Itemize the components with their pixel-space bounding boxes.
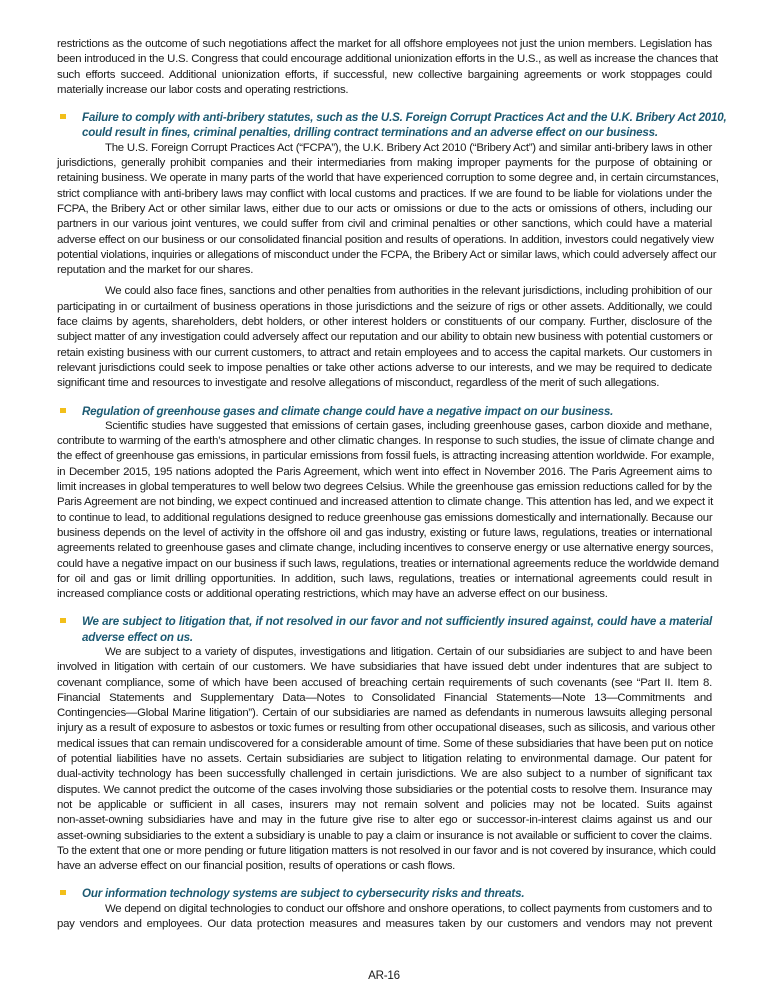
text-line: We could also face fines, sanctions and other penalties from authorities in the relevant jurisdictions, including prohibition of our: [105, 285, 712, 298]
text-line: to continue to lead, to additional regulations designed to reduce greenhouse gas emissions domestically and internationally. Because our: [57, 511, 713, 524]
text-line: increased compliance costs or additional operating restrictions, which may have an adverse effect on our business.: [57, 588, 608, 601]
text-line: in December 2015, 195 nations adopted the Paris Agreement, which went into effect in November 2016. The Paris Agreement aims to: [57, 465, 712, 478]
text-line: limit increases in global temperatures to well below two degrees Celsius. While the greenhouse gas emission reductions called for by the: [57, 481, 712, 494]
text-line: disputes. We cannot predict the outcome of the cases involving those subsidiaries or the potential costs to resolve them. Insurance may: [57, 783, 712, 796]
text-line: Contingencies—Global Marine litigation”). Certain of our subsidiaries are named as defendants in numerous lawsuits alleging personal: [57, 707, 712, 720]
text-line: such efforts succeed. Additional unionization efforts, if successful, new collective bargaining agreements or work stoppages could: [57, 68, 712, 81]
text-line: not be applicable or sufficient in all cases, insurers may not remain solvent and policies may not be located. Suits against: [57, 798, 712, 811]
body-paragraph: [57, 902, 712, 933]
text-line: materially increase our labor costs and operating restrictions.: [57, 83, 349, 96]
text-line: We are subject to litigation that, if not resolved in our favor and not sufficiently insured against, could have a material: [82, 615, 712, 629]
text-line: involved in litigation with certain of our customers. We have subsidiaries that have issued debt under indentures that are subject to: [57, 661, 712, 674]
text-line: We are subject to a variety of disputes, investigations and litigation. Certain of our subsidiaries are subject to and have been: [105, 645, 712, 658]
text-line: Failure to comply with anti-bribery statutes, such as the U.S. Foreign Corrupt Practices Act and the U.K. Bribery Act 2010,: [82, 111, 727, 125]
text-line: partners in our various joint ventures, we could suffer from civil and criminal penalties or other sanctions, which could have a material: [57, 218, 712, 231]
text-line: medical issues that can remain undiscovered for a considerable amount of time. Some of these subsidiaries that have been put on notice: [57, 737, 714, 750]
section-heading: [57, 614, 712, 645]
text-line: Financial Statements and Supplementary Data—Notes to Consolidated Financial Statements—Note 13—Commitments and: [57, 691, 712, 704]
square-bullet-icon: [60, 618, 66, 623]
text-line: the effect of greenhouse gas emissions, in particular emissions from fossil fuels, is attracting increasing attention worldwide. For example,: [57, 450, 715, 463]
body-paragraph: [57, 645, 716, 874]
text-line: significant time and resources to investigate and resolve allegations of misconduct, regardless of the merit of such allegations.: [57, 377, 660, 390]
text-line: The U.S. Foreign Corrupt Practices Act (“FCPA”), the U.K. Bribery Act 2010 (“Bribery Act”) and similar anti-bribery laws in other: [105, 141, 712, 154]
text-line: injury as a result of exposure to asbestos or toxic fumes or resulting from other occupational diseases, such as silicosis, and various other: [57, 722, 716, 735]
text-line: Regulation of greenhouse gases and climate change could have a negative impact on our business.: [82, 404, 614, 418]
text-line: been introduced in the U.S. Congress that could encourage additional unionization efforts in the U.S., as well as increase the chances that: [57, 53, 718, 66]
text-line: participating in or curtailment of business operations in those jurisdictions and the seizure of rigs or other assets. Additionally, we could: [57, 300, 712, 313]
text-line: could result in fines, criminal penalties, drilling contract terminations and an adverse effect on our business.: [82, 126, 658, 140]
text-line: relevant jurisdictions could seek to impose penalties or take other actions adverse to our interests, and we may be required to dedicate: [57, 361, 712, 374]
text-line: retain existing business with our current customers, to attract and retain employees and to access the capital markets. Our customers in: [57, 346, 712, 359]
text-line: contribute to warming of the earth’s atmosphere and other climatic changes. In response to such studies, the issue of climate change and: [57, 435, 715, 448]
text-line: pay vendors and employees. Our data protection measures and measures taken by our customers and vendors may not prevent: [57, 918, 712, 931]
text-line: of potential liabilities have no assets. Certain subsidiaries are subject to litigation relating to environmental damage. Our patent for: [57, 753, 712, 766]
text-line: To the extent that one or more pending or future litigation matters is not resolved in our favor and is not covered by insurance, which could: [57, 844, 716, 857]
square-bullet-icon: [60, 890, 66, 895]
text-line: Paris Agreement are not binding, we expect continued and increased attention to climate change. This attention has led, and we expect it: [57, 496, 713, 509]
square-bullet-icon: [60, 114, 66, 119]
text-line: non-asset-owning subsidiaries have and may in the future give rise to alter ego or successor-in-interest claims against us and our: [57, 814, 712, 827]
body-paragraph: [57, 419, 719, 603]
text-line: restrictions as the outcome of such negotiations affect the market for all offshore employees not just the union members. Legislation has: [57, 38, 712, 50]
section-heading: [57, 404, 712, 419]
text-line: business depends on the level of activity in the offshore oil and gas industry, existing or future laws, regulations, treaties or international: [57, 526, 712, 539]
text-line: asset-owning subsidiaries to the extent a subsidiary is unable to pay a claim or insurance is not available or sufficient to cover the claims.: [57, 829, 712, 842]
text-line: Scientific studies have suggested that emissions of certain gases, including greenhouse gases, carbon dioxide and methane,: [105, 419, 712, 432]
text-line: jurisdictions, generally prohibit companies and their intermediaries from making improper payments for the purpose of obtaining or: [57, 157, 712, 170]
section-heading: [57, 886, 712, 901]
text-line: reputation and the market for our shares.: [57, 264, 254, 277]
text-line: face claims by agents, shareholders, debt holders, or other interest holders or constituents of our company. Further, disclosure of the: [57, 316, 712, 329]
text-line: FCPA, the Bribery Act or other similar laws, either due to our acts or omissions or due to the acts or omissions of others, including our: [57, 202, 712, 215]
text-line: dual-activity technology has been successfully challenged in certain jurisdictions. We are also subject to a number of significant tax: [57, 768, 712, 781]
page-number: AR-16: [368, 969, 400, 982]
text-line: potential violations, inquiries or allegations of misconduct under the FCPA, the Bribery Act or similar laws, which could adversely affect our: [57, 248, 717, 261]
text-line: subject matter of any investigation could adversely affect our reputation and our ability to obtain new business with potential customers or: [57, 331, 713, 344]
body-paragraph: [57, 37, 718, 98]
text-line: have an adverse effect on our financial position, results of operations or cash flows.: [57, 860, 456, 873]
text-line: could have a negative impact on our business if such laws, regulations, treaties or international agreements reduce the worldwide demand: [57, 557, 719, 570]
text-line: covenant compliance, some of which have been accused of breaching certain requirements of such covenants (see “Part II. Item 8.: [57, 676, 712, 689]
square-bullet-icon: [60, 408, 66, 413]
text-line: We depend on digital technologies to conduct our offshore and onshore operations, to collect payments from customers and to: [105, 902, 712, 915]
text-line: retaining business. We operate in many parts of the world that have experienced corruption to some degree and, in certain circumstances,: [57, 172, 719, 185]
text-line: Our information technology systems are subject to cybersecurity risks and threats.: [82, 887, 525, 901]
body-paragraph: [57, 141, 719, 279]
text-line: agreements related to greenhouse gases and climate change, including incentives to conserve energy or use alternative energy sources,: [57, 542, 714, 555]
text-line: adverse effect on our business or our consolidated financial position and results of operations. In addition, investors could negatively view: [57, 233, 714, 246]
body-paragraph: [57, 284, 712, 391]
text-line: adverse effect on us.: [82, 630, 193, 644]
text-line: strict compliance with anti-bribery laws may conflict with local customs and practices. If we are found to be liable for violations under the: [57, 187, 712, 200]
document-page: [57, 37, 727, 932]
section-heading: [57, 110, 727, 141]
text-line: for oil and gas or limit drilling opportunities. In addition, such laws, regulations, treaties or international agreements could result in: [57, 572, 712, 585]
